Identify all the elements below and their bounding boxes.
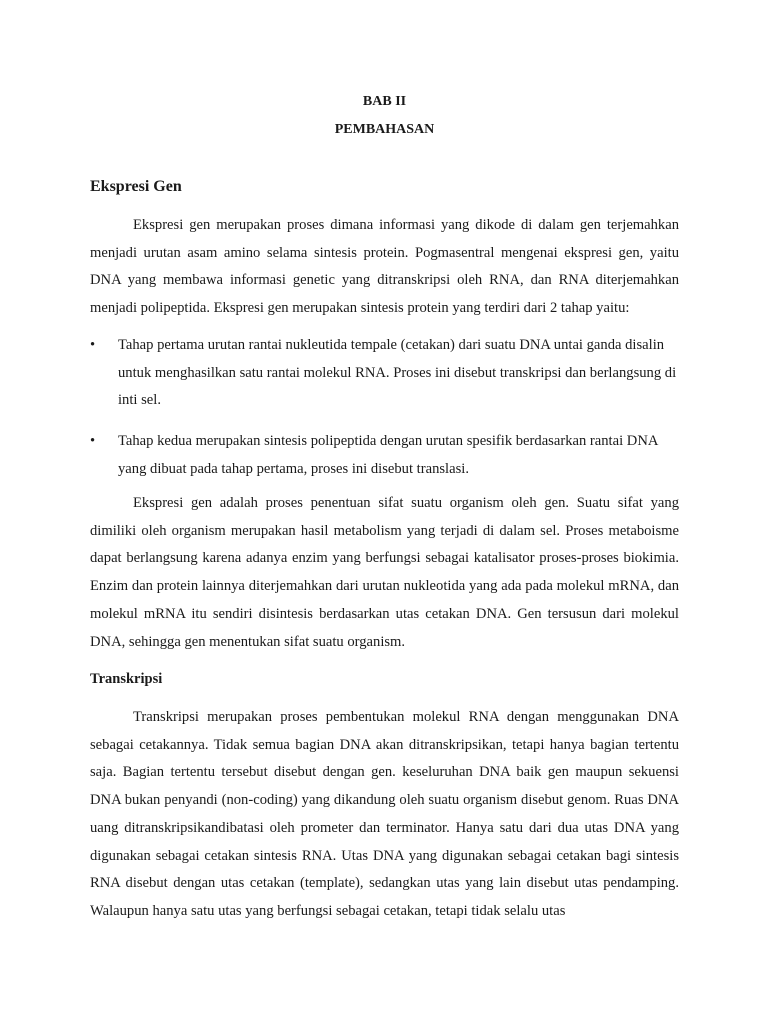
bullet-mark: • — [90, 433, 96, 450]
bullet-text: Tahap kedua merupakan sintesis polipeptida dengan urutan spesifik berdasarkan rantai DNA yang dibuat pada tahap pertama, proses ini disebut translasi. — [118, 433, 658, 477]
bullet-mark: • — [90, 337, 96, 353]
chapter-title: PEMBAHASAN — [334, 122, 435, 137]
chapter-label: BAB II — [362, 94, 407, 109]
paragraph-ekspresi-penentuan: Ekspresi gen adalah proses penentuan sifat suatu organism oleh gen. Suatu sifat yang dimiliki oleh organism merupakan hasil metabolism yang terjadi di dalam sel. Proses metaboisme dapat berlangsung karena adanya enzim yang berfungsi sebagai katalisator proses-proses biokimia. Enzim dan protein lainnya diterjemahkan dari urutan nukleotida yang ada pada molekul mRNA, dan molekul mRNA itu sendiri disintesis berdasarkan utas cetakan DNA. Gen tersusun dari molekul DNA, sehingga gen menentukan sifat suatu organism. — [90, 495, 679, 650]
section-heading-transkripsi: Transkripsi — [90, 671, 163, 687]
bullet-text: Tahap pertama urutan rantai nukleutida tempale (cetakan) dari suatu DNA untai ganda disalin untuk menghasilkan satu rantai molekul RNA. Proses ini disebut transkripsi dan berlangsung di inti sel. — [118, 337, 677, 409]
paragraph-ekspresi-intro: Ekspresi gen merupakan proses dimana informasi yang dikode di dalam gen terjemahkan menjadi urutan asam amino selama sintesis protein. Pogmasentral mengenai ekspresi gen, yaitu DNA yang membawa informasi genetic yang ditranskripsi oleh RNA, dan RNA diterjemahkan menjadi polipeptida. Ekspresi gen merupakan sintesis protein yang terdiri dari 2 tahap yaitu: — [90, 217, 679, 317]
bullet-item-tahap-pertama — [90, 332, 679, 415]
bullet-item-tahap-kedua — [90, 428, 679, 483]
bullet-list-tahap — [90, 332, 679, 484]
paragraph-transkripsi: Transkripsi merupakan proses pembentukan molekul RNA dengan menggunakan DNA sebagai cetakannya. Tidak semua bagian DNA akan ditranskripsikan, tetapi hanya bagian tertentu saja. Bagian tertentu tersebut disebut dengan gen. keseluruhan DNA baik gen maupun sekuensi DNA bukan penyandi (non-coding) yang dikandung oleh suatu organism disebut genom. Ruas DNA uang ditranskripsikandibatasi oleh prometer dan terminator. Hanya satu dari dua utas DNA yang digunakan sebagai cetakan sintesis RNA. Utas DNA yang digunakan sebagai cetakan bagi sintesis RNA disebut dengan utas cetakan (template), sedangkan utas yang lain disebut utas pendamping. Walaupun hanya satu utas yang berfungsi sebagai cetakan, tetapi tidak selalu utas — [90, 709, 679, 919]
section-heading-ekspresi-gen: Ekspresi Gen — [90, 178, 182, 195]
